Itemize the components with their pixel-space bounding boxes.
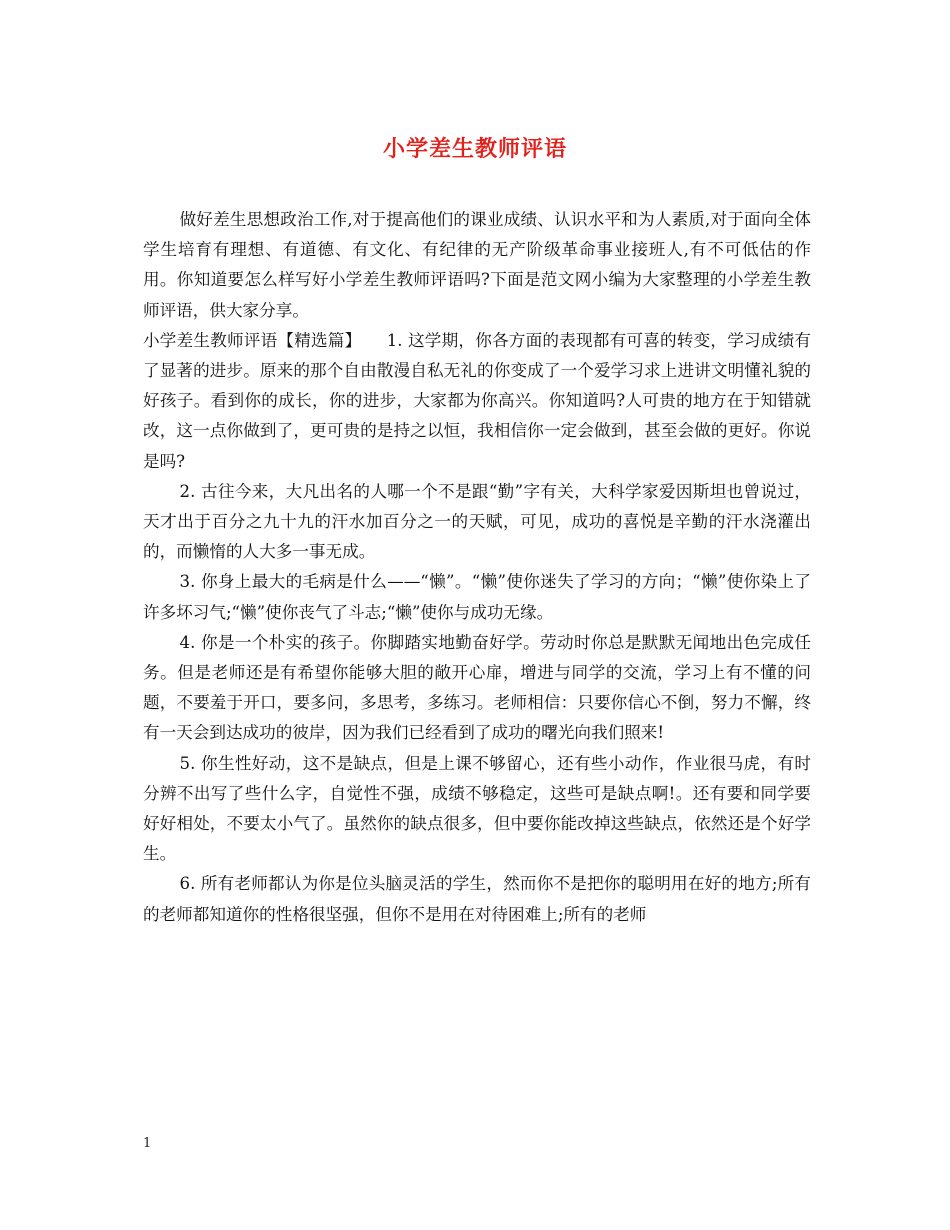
paragraph-item-5: 5. 你生性好动，这不是缺点，但是上课不够留心，还有些小动作，作业很马虎，有时分辨不出写了些什么字，自觉性不强，成绩不够稳定，这些可是缺点啊!。还有要和同学要好好相处，不要太小气了。虽然你的缺点很多，但中要你能改掉这些缺点，依然还是个好学生。 [143,753,811,864]
paragraph-item-2: 2. 古往今来，大凡出名的人哪一个不是跟“勤”字有关，大科学家爱因斯坦也曾说过，天才出于百分之九十九的汗水加百分之一的天赋，可见，成功的喜悦是辛勤的汗水浇灌出的，而懒惰的人大多一事无成。 [143,481,811,562]
paragraph-item-4: 4. 你是一个朴实的孩子。你脚踏实地勤奋好学。劳动时你总是默默无闻地出色完成任务。但是老师还是有希望你能够大胆的敞开心扉，增进与同学的交流，学习上有不懂的问题，不要羞于开口，要多问，多思考，多练习。老师相信：只要你信心不倒，努力不懈，终有一天会到达成功的彼岸，因为我们已经看到了成功的曙光向我们照来! [143,632,811,743]
document-body [143,205,811,930]
paragraph-item-1: 小学差生教师评语【精选篇】 1. 这学期，你各方面的表现都有可喜的转变，学习成绩有了显著的进步。原来的那个自由散漫自私无礼的你变成了一个爱学习求上进讲文明懂礼貌的好孩子。看到你的成长，你的进步，大家都为你高兴。你知道吗?人可贵的地方在于知错就改，这一点你做到了，更可贵的是持之以恒，我相信你一定会做到，甚至会做的更好。你说是吗? [143,330,811,471]
intro-paragraph: 做好差生思想政治工作,对于提高他们的课业成绩、认识水平和为人素质,对于面向全体学生培育有理想、有道德、有文化、有纪律的无产阶级革命事业接班人,有不可低估的作用。你知道要怎么样写好小学差生教师评语吗?下面是范文网小编为大家整理的小学差生教师评语，供大家分享。 [143,210,811,320]
paragraph-item-6: 6. 所有老师都认为你是位头脑灵活的学生，然而你不是把你的聪明用在好的地方;所有的老师都知道你的性格很坚强，但你不是用在对待困难上;所有的老师 [143,874,811,924]
page-number: 1 [143,1136,152,1151]
document-title: 小学差生教师评语 [382,136,567,162]
paragraph-item-3: 3. 你身上最大的毛病是什么——“懒”。“懒”使你迷失了学习的方向；“懒”使你染上了许多坏习气;“懒”使你丧气了斗志;“懒”使你与成功无缘。 [143,572,811,622]
